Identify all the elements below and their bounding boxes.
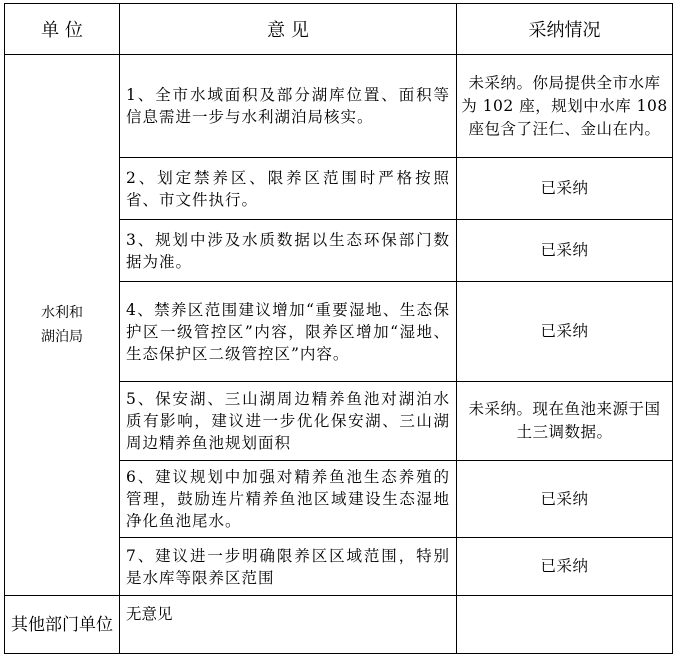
opinion-cell: 2、划定禁养区、限养区范围时严格按照省、市文件执行。 [120, 158, 457, 220]
table-row [5, 55, 673, 158]
adoption-cell: 未采纳。你局提供全市水库为 102 座，规划中水库 108 座包含了汪仁、金山在内。 [457, 55, 673, 158]
unit-cell-other: 其他部门单位 [5, 596, 120, 654]
adoption-cell: 已采纳 [457, 282, 673, 382]
unit-label-line2: 湖泊局 [41, 329, 83, 345]
opinion-cell: 5、保安湖、三山湖周边精养鱼池对湖泊水质有影响，建议进一步优化保安湖、三山湖周边精养鱼池规划面积 [120, 382, 457, 461]
opinion-cell-none: 无意见 [120, 596, 457, 654]
adoption-cell-empty [457, 596, 673, 654]
header-opinion: 意 见 [120, 4, 457, 55]
opinion-table [4, 3, 673, 654]
opinion-cell: 3、规划中涉及水质数据以生态环保部门数据为准。 [120, 220, 457, 282]
header-unit: 单 位 [5, 4, 120, 55]
table-row-other [5, 596, 673, 654]
opinion-cell: 4、禁养区范围建议增加“重要湿地、生态保护区一级管控区”内容，限养区增加“湿地、生态保护区二级管控区”内容。 [120, 282, 457, 382]
adoption-cell: 未采纳。现在鱼池来源于国土三调数据。 [457, 382, 673, 461]
opinion-cell: 1、全市水域面积及部分湖库位置、面积等信息需进一步与水利湖泊局核实。 [120, 55, 457, 158]
opinion-cell: 7、建议进一步明确限养区区域范围，特别是水库等限养区范围 [120, 538, 457, 596]
header-adoption: 采纳情况 [457, 4, 673, 55]
header-row [5, 4, 673, 55]
adoption-cell: 已采纳 [457, 158, 673, 220]
unit-cell-water-bureau [5, 55, 120, 596]
adoption-cell: 已采纳 [457, 461, 673, 538]
unit-label-line1: 水利和 [41, 305, 83, 321]
opinion-cell: 6、建议规划中加强对精养鱼池生态养殖的管理，鼓励连片精养鱼池区域建设生态湿地净化鱼池尾水。 [120, 461, 457, 538]
adoption-cell: 已采纳 [457, 220, 673, 282]
adoption-cell: 已采纳 [457, 538, 673, 596]
